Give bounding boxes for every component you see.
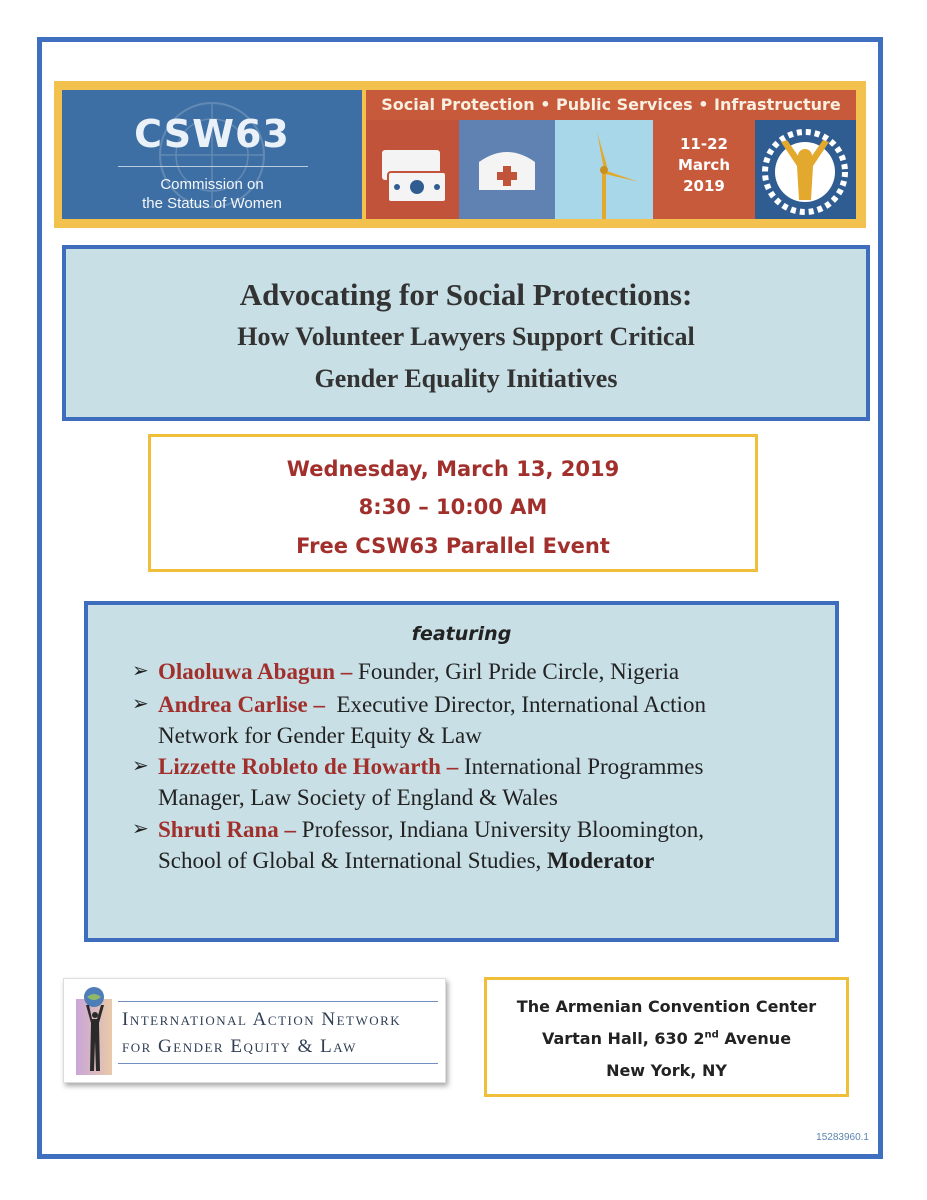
bullet-arrow-icon: ➢ [132, 660, 149, 682]
speaker-name: Olaoluwa Abagun – [158, 659, 353, 684]
speaker-name: Shruti Rana – [158, 817, 297, 842]
theme-bar: Social Protection • Public Services • Infrastructure [366, 90, 856, 120]
woman-holding-globe-icon [74, 985, 114, 1077]
speaker-role-cont: School of Global & International Studies, [158, 848, 542, 873]
csw63-divider [118, 166, 308, 167]
featuring-heading: featuring [411, 623, 512, 645]
dates-line1: 11-22 [680, 135, 728, 153]
event-subtitle-line2: Gender Equality Initiatives [314, 364, 618, 393]
csw63-banner [54, 81, 866, 228]
nurse-cap-icon [459, 120, 555, 219]
event-title: Advocating for Social Protections: [239, 277, 693, 312]
logo-text-line1: International Action Network [122, 1009, 402, 1030]
event-datetime-box [148, 434, 758, 572]
venue-address-sup: nd [704, 1029, 719, 1041]
speaker-role-cont: Manager, Law Society of England & Wales [158, 785, 558, 810]
speaker-role: Professor, Indiana University Bloomington, [301, 817, 704, 842]
money-icon [366, 120, 459, 219]
money-tile [366, 120, 459, 219]
speaker-name: Andrea Carlise – [158, 692, 325, 717]
csw63-subtitle-line2: the Status of Women [142, 195, 282, 212]
event-time: 8:30 – 10:00 AM [358, 495, 548, 519]
csw63-logo-panel [62, 90, 362, 219]
venue-address [487, 1029, 846, 1048]
infrastructure-tile [555, 120, 653, 219]
csw63-subtitle-line1: Commission on [160, 176, 264, 193]
dates-line2: March [677, 156, 731, 174]
event-subtitle-line1: How Volunteer Lawyers Support Critical [237, 322, 695, 351]
bullet-arrow-icon: ➢ [132, 818, 149, 840]
logo-rule-bottom [118, 1063, 438, 1064]
speaker-name: Lizzette Robleto de Howarth – [158, 754, 459, 779]
health-tile [459, 120, 555, 219]
woman-raising-arms-icon [755, 120, 856, 219]
wind-turbine-icon [555, 120, 653, 219]
event-type: Free CSW63 Parallel Event [296, 534, 610, 558]
venue-name: The Armenian Convention Center [516, 997, 817, 1016]
speaker-role: Executive Director, International Action [336, 692, 706, 717]
moderator-label: Moderator [547, 848, 655, 873]
event-date: Wednesday, March 13, 2019 [286, 457, 620, 481]
venue-box [484, 977, 849, 1097]
logo-rule-top [118, 1001, 438, 1002]
venue-city: New York, NY [606, 1061, 727, 1080]
ian-gel-logo [63, 978, 446, 1083]
dates-tile [653, 120, 755, 219]
logo-text-line2: for Gender Equity & Law [122, 1036, 357, 1057]
csw63-title: CSW63 [134, 112, 290, 156]
speaker-role-cont: Network for Gender Equity & Law [158, 723, 482, 748]
featuring-box [84, 601, 839, 942]
venue-address-post: Avenue [718, 1029, 792, 1048]
dates-line3: 2019 [683, 177, 725, 195]
event-title-box [62, 245, 870, 421]
csw63-theme-panel [366, 90, 856, 219]
speaker-role: Founder, Girl Pride Circle, Nigeria [358, 659, 680, 684]
empowerment-tile [755, 120, 856, 219]
document-number: 15283960.1 [816, 1132, 869, 1143]
bullet-arrow-icon: ➢ [132, 693, 149, 715]
venue-address-pre: Vartan Hall, 630 2 [541, 1029, 705, 1048]
bullet-arrow-icon: ➢ [132, 755, 149, 777]
speaker-role: International Programmes [463, 754, 704, 779]
